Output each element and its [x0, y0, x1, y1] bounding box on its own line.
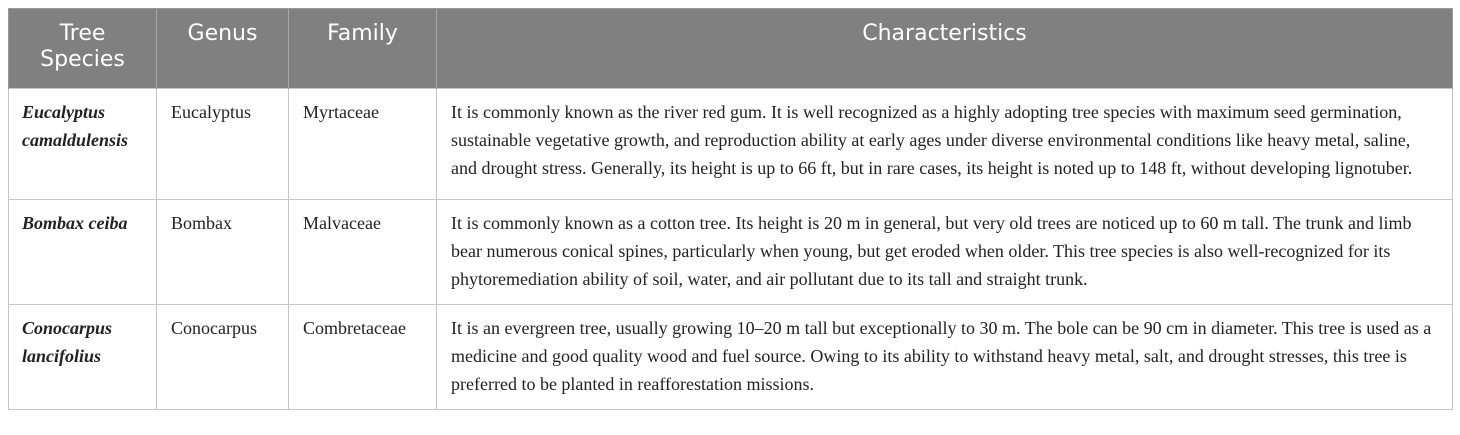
- species-cell: Eucalyptus camaldulensis: [9, 89, 157, 200]
- header-tree-species: Tree Species: [9, 9, 157, 89]
- table-row: [9, 200, 1453, 305]
- table-row: [9, 89, 1453, 200]
- header-genus: Genus: [157, 9, 289, 89]
- family-cell: Myrtaceae: [289, 89, 437, 200]
- family-cell: Malvaceae: [289, 200, 437, 305]
- header-row: [9, 9, 1453, 89]
- header-characteristics: Characteristics: [437, 9, 1453, 89]
- genus-cell: Conocarpus: [157, 305, 289, 410]
- tree-species-table: [8, 8, 1453, 410]
- species-cell: Bombax ceiba: [9, 200, 157, 305]
- header-family: Family: [289, 9, 437, 89]
- species-cell: Conocarpus lancifolius: [9, 305, 157, 410]
- characteristics-cell: It is commonly known as the river red gum. It is well recognized as a highly adopting tree species with maximum seed germination, sustainable vegetative growth, and reproduction ability at early ages under diverse environmental conditions like heavy metal, saline, and drought stress. Generally, its height is up to 66 ft, but in rare cases, its height is noted up to 148 ft, without developing lignotuber.: [437, 89, 1453, 200]
- genus-cell: Bombax: [157, 200, 289, 305]
- family-cell: Combretaceae: [289, 305, 437, 410]
- characteristics-cell: It is an evergreen tree, usually growing 10–20 m tall but exceptionally to 30 m. The bole can be 90 cm in diameter. This tree is used as a medicine and good quality wood and fuel source. Owing to its ability to withstand heavy metal, salt, and drought stresses, this tree is preferred to be planted in reafforestation missions.: [437, 305, 1453, 410]
- table-row: [9, 305, 1453, 410]
- characteristics-cell: It is commonly known as a cotton tree. Its height is 20 m in general, but very old trees are noticed up to 60 m tall. The trunk and limb bear numerous conical spines, particularly when young, but get eroded when older. This tree species is also well-recognized for its phytoremediation ability of soil, water, and air pollutant due to its tall and straight trunk.: [437, 200, 1453, 305]
- genus-cell: Eucalyptus: [157, 89, 289, 200]
